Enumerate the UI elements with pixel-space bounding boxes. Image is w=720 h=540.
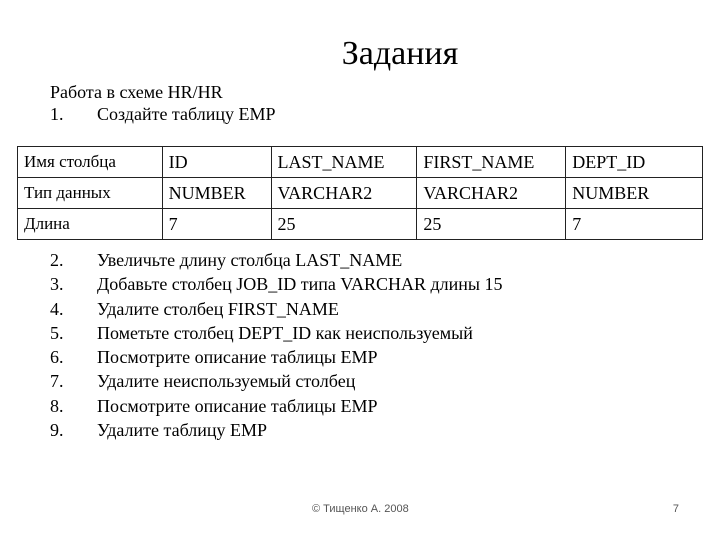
table-cell: Тип данных: [18, 178, 163, 209]
task-list: [50, 248, 503, 442]
list-item: [50, 272, 503, 296]
table-row: [18, 147, 703, 178]
intro-block: [50, 81, 275, 125]
task-number: 9.: [50, 420, 64, 441]
table-cell: FIRST_NAME: [417, 147, 566, 178]
table-cell: DEPT_ID: [566, 147, 703, 178]
intro-step: [50, 103, 275, 125]
task-text: Удалите таблицу EMP: [97, 420, 268, 441]
list-item: [50, 418, 503, 442]
list-item: [50, 394, 503, 418]
task-number: 7.: [50, 371, 64, 392]
table-row: [18, 209, 703, 240]
intro-line: Работа в схеме HR/HR: [50, 82, 223, 102]
page-number: 7: [672, 503, 679, 515]
table-cell: NUMBER: [566, 178, 703, 209]
table-cell: VARCHAR2: [417, 178, 566, 209]
table-cell: 25: [417, 209, 566, 240]
table-cell: NUMBER: [162, 178, 271, 209]
table-cell: VARCHAR2: [271, 178, 417, 209]
task-number: 5.: [50, 322, 64, 343]
step-number: 1.: [50, 104, 64, 124]
task-number: 3.: [50, 274, 64, 295]
task-number: 8.: [50, 395, 64, 416]
slide-title: Задания: [341, 35, 459, 72]
table-cell: Длина: [18, 209, 163, 240]
task-text: Посмотрите описание таблицы EMP: [97, 347, 378, 368]
task-text: Пометьте столбец DEPT_ID как неиспользуемый: [97, 322, 473, 343]
table-cell: 25: [271, 209, 417, 240]
list-item: [50, 369, 503, 393]
table-row: [18, 178, 703, 209]
table-cell: LAST_NAME: [271, 147, 417, 178]
list-item: [50, 321, 503, 345]
table-cell: Имя столбца: [18, 147, 163, 178]
list-item: [50, 345, 503, 369]
emp-table: [17, 146, 703, 240]
task-number: 4.: [50, 298, 64, 319]
task-number: 6.: [50, 347, 64, 368]
list-item: [50, 248, 503, 272]
task-text: Добавьте столбец JOB_ID типа VARCHAR длины 15: [97, 274, 503, 295]
table-cell: ID: [162, 147, 271, 178]
task-text: Удалите столбец FIRST_NAME: [97, 298, 339, 319]
task-text: Удалите неиспользуемый столбец: [97, 371, 356, 392]
table-cell: 7: [162, 209, 271, 240]
task-number: 2.: [50, 250, 64, 270]
copyright-text: © Тищенко А. 2008: [312, 503, 409, 515]
table-cell: 7: [566, 209, 703, 240]
task-text: Посмотрите описание таблицы EMP: [97, 395, 378, 416]
task-text: Увеличьте длину столбца LAST_NAME: [97, 250, 403, 270]
list-item: [50, 297, 503, 321]
slide-footer: [0, 503, 720, 523]
step-text: Создайте таблицу EMP: [97, 104, 276, 124]
